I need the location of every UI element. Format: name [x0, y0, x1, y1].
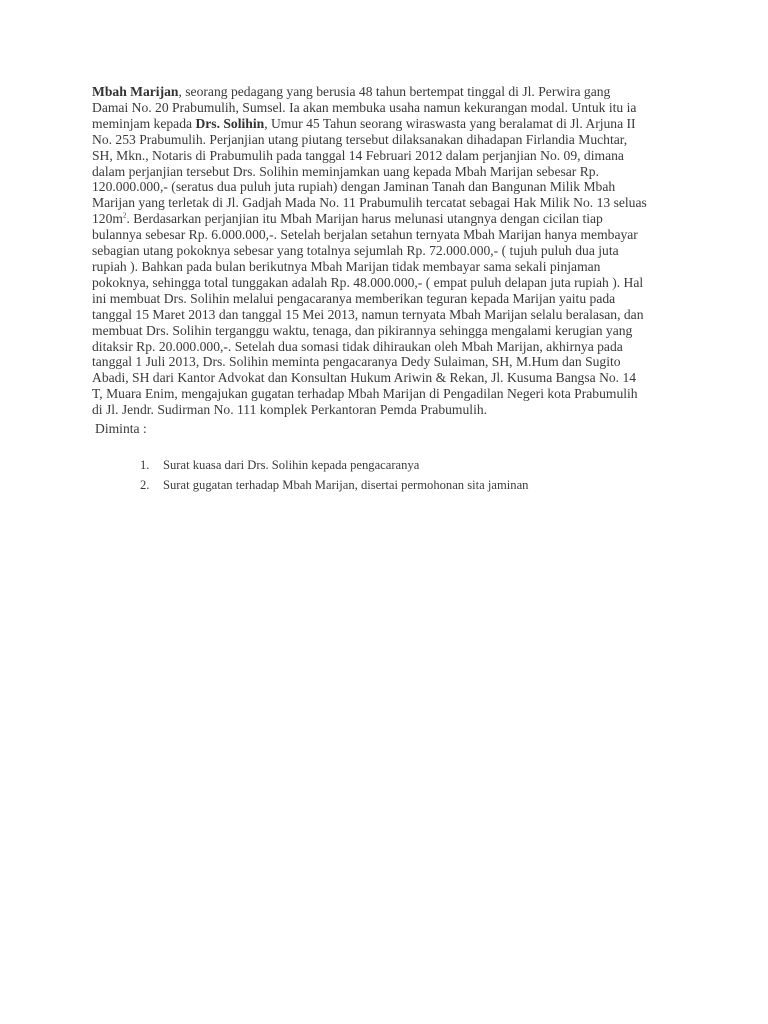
request-list [140, 455, 528, 495]
paragraph-line-14: ini membuat Drs. Solihin melalui pengacaranya memberikan teguran kepada Marijan yaitu pada [92, 290, 616, 306]
paragraph-line-16: membuat Drs. Solihin terganggu waktu, tenaga, dan pikirannya sehingga mengalami kerugian yang [92, 322, 633, 338]
paragraph-line-18: tanggal 1 Juli 2013, Drs. Solihin meminta pengacaranya Dedy Sulaiman, SH, M.Hum dan Sugito [92, 354, 621, 370]
paragraph-line-13: pokoknya, sehingga total tunggakan adalah Rp. 48.000.000,- ( empat puluh delapan juta rupiah ). Hal [92, 274, 644, 290]
paragraph-line-1: Mbah Marijan, seorang pedagang yang berusia 48 tahun bertempat tinggal di Jl. Perwira gang [92, 84, 611, 99]
paragraph-line-15: tanggal 15 Maret 2013 dan tanggal 15 Mei 2013, namun ternyata Mbah Marijan selalu beralasan, dan [92, 306, 644, 322]
list-number: 1. [140, 458, 150, 472]
paragraph-line-8: Marijan yang terletak di Jl. Gadjah Mada No. 11 Prabumulih tercatat sebagai Hak Milik No. 13 seluas [92, 195, 647, 211]
paragraph-line-17: ditaksir Rp. 20.000.000,-. Setelah dua somasi tidak dihiraukan oleh Mbah Marijan, akhirnya pada [92, 338, 623, 354]
paragraph-line-3: meminjam kepada Drs. Solihin, Umur 45 Tahun seorang wiraswasta yang beralamat di Jl. Arjuna II [92, 115, 636, 131]
list-item [140, 455, 528, 475]
paragraph-line-5: SH, Mkn., Notaris di Prabumulih pada tanggal 14 Februari 2012 dalam perjanjian No. 09, dimana [92, 147, 624, 163]
paragraph-line-19: Abadi, SH dari Kantor Advokat dan Konsultan Hukum Ariwin & Rekan, Jl. Kusuma Bangsa No. 14 [92, 370, 637, 386]
paragraph-line-6: dalam perjanjian tersebut Drs. Solihin meminjamkan uang kepada Mbah Marijan sebesar Rp. [92, 163, 599, 179]
diminta-heading: Diminta : [95, 421, 147, 436]
paragraph-line-7: 120.000.000,- (seratus dua puluh juta rupiah) dengan Jaminan Tanah dan Bangunan Milik Mbah [92, 179, 616, 195]
list-number: 2. [140, 478, 150, 492]
paragraph-line-10: bulannya sebesar Rp. 6.000.000,-. Setelah berjalan setahun ternyata Mbah Marijan hanya membayar [92, 227, 638, 243]
lender-name: Drs. Solihin [195, 115, 265, 131]
paragraph-line-20: T, Muara Enim, mengajukan gugatan terhadap Mbah Marijan di Pengadilan Negeri kota Prabumulih [92, 386, 638, 402]
list-item [140, 475, 528, 495]
list-item-text: Surat kuasa dari Drs. Solihin kepada pengacaranya [163, 458, 420, 472]
paragraph-line-11: sebagian utang pokoknya sebesar yang totalnya sejumlah Rp. 72.000.000,- ( tujuh puluh dua juta [92, 243, 619, 259]
paragraph-line-12: rupiah ). Bahkan pada bulan berikutnya Mbah Marijan tidak membayar sama sekali pinjaman [92, 258, 601, 274]
paragraph-line-9: $120m^2$. Berdasarkan perjanjian itu Mbah Marijan harus melunasi utangnya dengan cicilan tiap [92, 211, 603, 227]
borrower-name: Mbah Marijan [92, 84, 179, 99]
case-paragraph [92, 84, 692, 418]
paragraph-line-21: di Jl. Jendr. Sudirman No. 111 komplek Perkantoran Pemda Prabumulih. [92, 402, 488, 418]
paragraph-line-4: No. 253 Prabumulih. Perjanjian utang piutang tersebut dilaksanakan dihadapan Firlandia Muchtar, [92, 131, 628, 147]
list-item-text: Surat gugatan terhadap Mbah Marijan, disertai permohonan sita jaminan [163, 478, 529, 492]
paragraph-line-2: Damai No. 20 Prabumulih, Sumsel. Ia akan membuka usaha namun kekurangan modal. Untuk itu ia [92, 99, 637, 115]
